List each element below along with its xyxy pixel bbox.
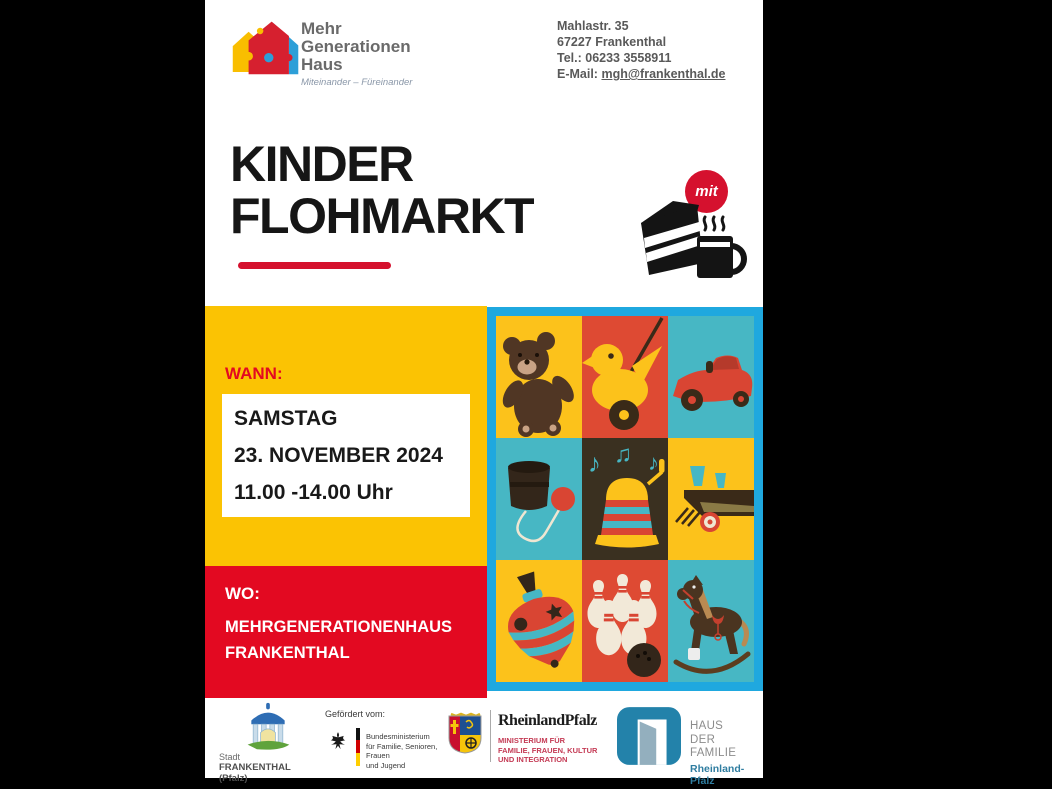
mit-badge-label: mit: [695, 183, 718, 200]
rlp-line: MINISTERIUM FÜR: [498, 736, 566, 745]
title-underline: [238, 262, 391, 269]
page-title: [230, 138, 533, 242]
logo-line: Haus: [301, 55, 343, 74]
where-label: WO:: [225, 584, 260, 603]
tile-toy-car: [668, 316, 754, 438]
toy-image-frame: [487, 307, 763, 691]
german-flag-bar-icon: [356, 728, 360, 766]
when-day: SAMSTAG: [234, 407, 338, 430]
svg-text:♫: ♫: [614, 441, 632, 468]
mgh-house-logo-icon: [227, 12, 299, 86]
contact-city: 67227 Frankenthal: [557, 35, 667, 49]
when-card: [222, 394, 470, 517]
contact-phone: Tel.: 06233 3558911: [557, 51, 672, 65]
when-date: 23. NOVEMBER 2024: [234, 444, 443, 467]
where-line-2: FRANKENTHAL: [225, 644, 350, 662]
where-box: [205, 566, 487, 698]
bowling-icon: [582, 560, 668, 682]
rocking-horse-icon: [668, 560, 754, 682]
cup-and-ball-icon: [496, 438, 582, 560]
footer-logo-strip: [205, 698, 763, 787]
contact-email-label: E-Mail:: [557, 67, 598, 81]
train-icon: [668, 438, 754, 560]
funding-label: Gefördert vom:: [325, 709, 386, 719]
tile-toy-train: [668, 438, 754, 560]
toy-grid: [496, 316, 754, 682]
tile-teddy-bear: [496, 316, 582, 438]
spinning-top-icon: [496, 560, 582, 682]
tile-spinning-top: [496, 560, 582, 682]
hdf-text: [690, 720, 763, 787]
rlp-ministry-text: [498, 736, 597, 765]
logo-tagline: Miteinander – Füreinander: [301, 77, 413, 88]
stadt-line-1: Stadt: [219, 752, 241, 762]
title-line-1: KINDER: [230, 136, 413, 192]
hdf-line-2: DER FAMILIE: [690, 733, 737, 759]
tile-music-box: [582, 438, 668, 560]
cake-coffee-icon: [633, 188, 751, 290]
rlp-name: RheinlandPfalz: [498, 712, 597, 729]
title-line-2: FLOHMARKT: [230, 188, 534, 244]
hdf-line-1: HAUS: [690, 720, 724, 732]
svg-text:♪: ♪: [648, 450, 659, 475]
tile-rocking-horse: [668, 560, 754, 682]
teddy-bear-icon: [496, 316, 582, 438]
logo-line: Mehr: [301, 19, 342, 38]
contact-street: Mahlastr. 35: [557, 19, 629, 33]
rlp-coat-of-arms-icon: [448, 712, 482, 759]
stadt-line-2: FRANKENTHAL (Pfalz): [219, 762, 291, 784]
flyer-page: [205, 0, 763, 787]
when-label: WANN:: [225, 364, 283, 383]
where-line-1: MEHRGENERATIONENHAUS: [225, 618, 453, 636]
ministry-line: für Familie, Senioren, Frauen: [366, 741, 438, 760]
ministry-line: und Jugend: [366, 760, 406, 770]
car-icon: [668, 316, 754, 438]
svg-text:♪: ♪: [588, 448, 601, 478]
mgh-logo-text: [301, 20, 412, 88]
stadt-frankenthal-logo: [215, 700, 319, 784]
monument-icon: [241, 702, 295, 757]
music-box-icon: [582, 438, 668, 560]
contact-email-link[interactable]: mgh@frankenthal.de: [601, 67, 726, 81]
rlp-ministry-logo: [448, 706, 608, 772]
contact-block: [557, 18, 725, 82]
bund-funding-logo: [325, 710, 455, 774]
rlp-line: FAMILIE, FRAUEN, KULTUR: [498, 745, 598, 755]
logo-line: Generationen: [301, 37, 411, 56]
haus-der-familie-logo: [617, 704, 763, 787]
when-time: 11.00 -14.00 Uhr: [234, 481, 393, 504]
rlp-line: UND INTEGRATION: [498, 755, 568, 764]
duck-icon: [582, 316, 668, 438]
cake-coffee-group: [633, 170, 751, 285]
tile-cup-and-ball: [496, 438, 582, 560]
when-box: [205, 306, 487, 566]
rlp-logo-divider: [490, 710, 491, 762]
tile-duck-pull-toy: [582, 316, 668, 438]
hdf-line-3: Rheinland-Pfalz: [690, 762, 745, 787]
tile-bowling-set: [582, 560, 668, 682]
ministry-text: [366, 732, 455, 770]
open-door-icon: [617, 706, 681, 771]
ministry-line: Bundesministerium: [366, 732, 430, 741]
federal-eagle-icon: [327, 730, 349, 757]
